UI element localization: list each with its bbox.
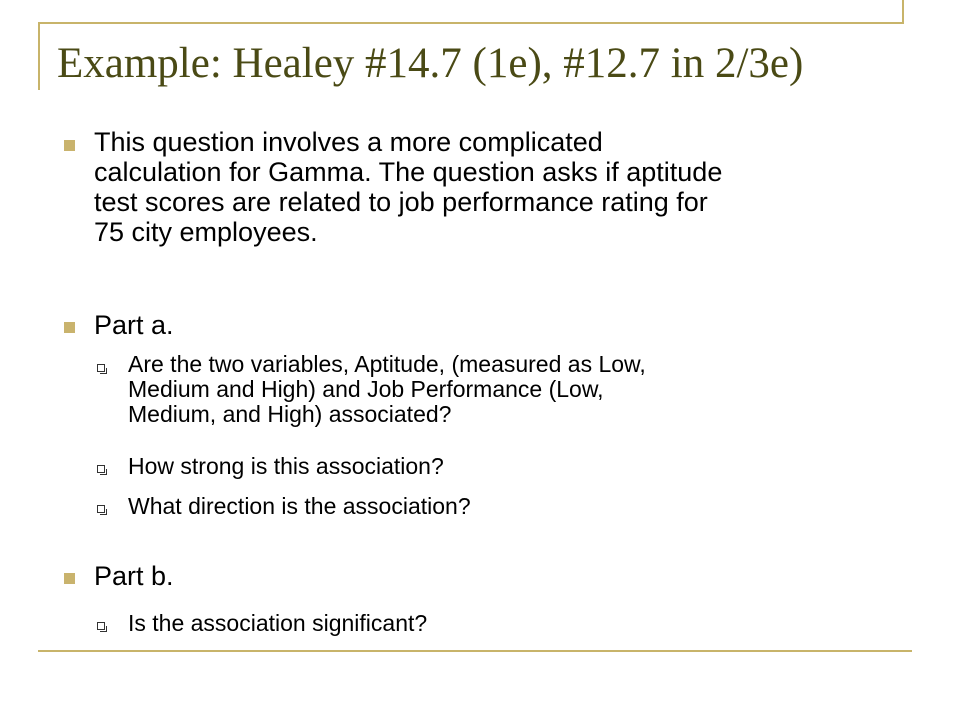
part-b-question-1: Is the association significant? bbox=[128, 610, 428, 636]
intro-line: calculation for Gamma. The question asks if aptitude bbox=[94, 157, 723, 187]
question-line: Medium, and High) associated? bbox=[128, 401, 452, 427]
part-b-label: Part b. bbox=[94, 561, 174, 591]
intro-line: 75 city employees. bbox=[94, 217, 318, 247]
intro-paragraph bbox=[94, 127, 894, 247]
square-bullet-icon bbox=[64, 573, 75, 584]
part-a-question-1 bbox=[128, 352, 888, 427]
square-bullet-icon bbox=[64, 140, 75, 151]
checkbox-bullet-icon bbox=[97, 364, 105, 372]
part-a-label: Part a. bbox=[94, 310, 174, 340]
intro-line: test scores are related to job performance rating for bbox=[94, 187, 708, 217]
question-line: Medium and High) and Job Performance (Low, bbox=[128, 376, 604, 402]
checkbox-bullet-icon bbox=[97, 505, 105, 513]
slide-title: Example: Healey #14.7 (1e), #12.7 in 2/3e) bbox=[57, 40, 804, 87]
question-line: Are the two variables, Aptitude, (measured as Low, bbox=[128, 351, 646, 377]
checkbox-bullet-icon bbox=[97, 622, 105, 630]
part-a-question-3: What direction is the association? bbox=[128, 493, 471, 519]
intro-line: This question involves a more complicated bbox=[94, 127, 603, 157]
square-bullet-icon bbox=[64, 322, 75, 333]
part-a-question-2: How strong is this association? bbox=[128, 453, 444, 479]
checkbox-bullet-icon bbox=[97, 465, 105, 473]
